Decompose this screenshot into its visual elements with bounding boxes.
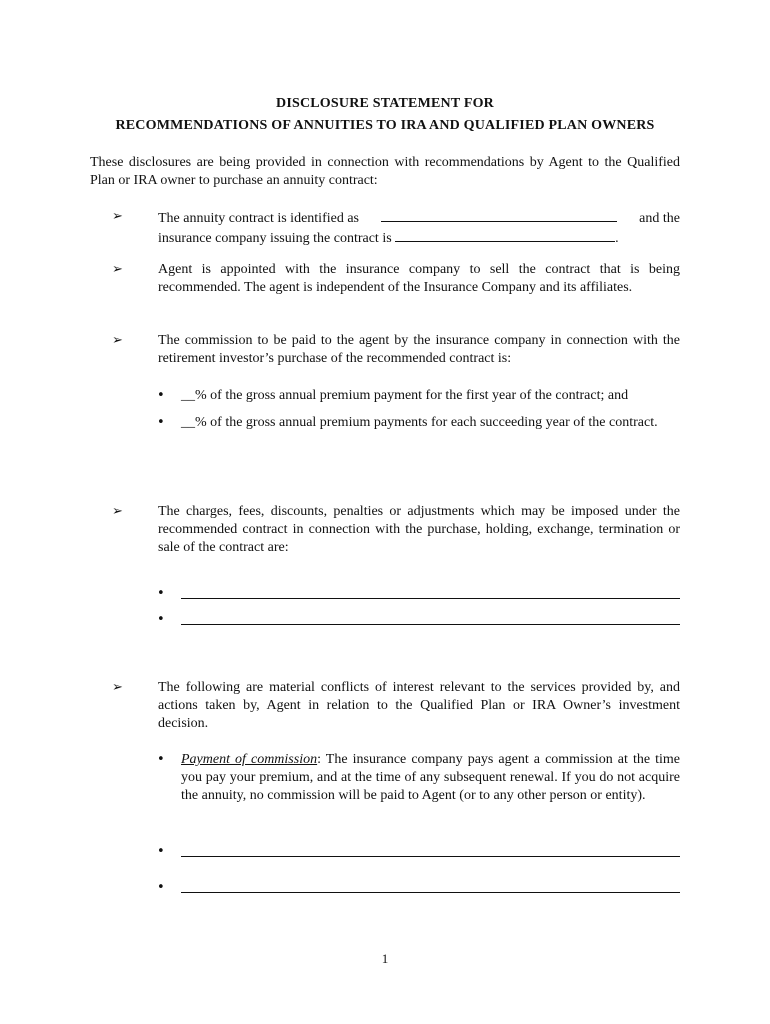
- item-conflicts: The following are material conflicts of interest relevant to the services provided by, and actions taken by, Agent in relation to the Qualified Plan or IRA Owner’s investment decision.: [158, 680, 680, 731]
- bullet-icon: •: [157, 880, 165, 895]
- page-number: 1: [381, 951, 389, 966]
- title-line-1: DISCLOSURE STATEMENT FOR: [276, 96, 494, 111]
- charges-blank-line-1[interactable]: [181, 598, 680, 599]
- commission-first-year: __% of the gross annual premium payment for the first year of the contract; and: [181, 388, 629, 403]
- item-agent-appointment: Agent is appointed with the insurance company to sell the contract that is being recommended. The agent is independent of the Insurance Company and its affiliates.: [158, 262, 680, 295]
- intro-paragraph: These disclosures are being provided in connection with recommendations by Agent to the Qualified Plan or IRA owner to purchase an annuity contract:: [90, 155, 680, 188]
- item-charges: The charges, fees, discounts, penalties or adjustments which may be imposed under the recommended contract in connection with the purchase, holding, exchange, termination or sale of the contract are:: [158, 504, 680, 555]
- item-contract-identification: [158, 208, 680, 248]
- conflicts-blank-line-2[interactable]: [181, 892, 680, 893]
- payment-of-commission-paragraph: [181, 751, 680, 805]
- payment-of-commission-label: Payment of commission: [181, 752, 318, 767]
- contract-text-part1: The annuity contract is identified as: [158, 211, 359, 226]
- bullet-icon: •: [157, 844, 165, 859]
- contract-text-and-the: and the: [639, 211, 680, 226]
- conflicts-blank-line-1[interactable]: [181, 856, 680, 857]
- arrow-bullet-icon: ➢: [112, 262, 123, 277]
- bullet-icon: •: [157, 586, 165, 601]
- title-line-2: RECOMMENDATIONS OF ANNUITIES TO IRA AND QUALIFIED PLAN OWNERS: [115, 118, 655, 133]
- insurance-company-blank[interactable]: [395, 228, 615, 242]
- arrow-bullet-icon: ➢: [112, 680, 123, 695]
- contract-text-end: .: [615, 231, 619, 246]
- arrow-bullet-icon: ➢: [112, 333, 123, 348]
- commission-succeeding-years: __% of the gross annual premium payments for each succeeding year of the contract.: [181, 415, 658, 430]
- arrow-bullet-icon: ➢: [112, 504, 123, 519]
- payment-of-commission-text: : The insurance company pays agent a commission at the time you pay your premium, and at the time of any subsequent renewal. If you do not acquire the annuity, no commission will be paid to Agent (or to any other person or entity).: [181, 752, 680, 803]
- arrow-bullet-icon: ➢: [112, 209, 123, 224]
- contract-text-part2: insurance company issuing the contract is: [158, 231, 392, 246]
- bullet-icon: •: [157, 612, 165, 627]
- bullet-icon: •: [157, 752, 165, 767]
- bullet-icon: •: [157, 415, 165, 430]
- bullet-icon: •: [157, 388, 165, 403]
- contract-name-blank[interactable]: [381, 208, 617, 222]
- charges-blank-line-2[interactable]: [181, 624, 680, 625]
- item-commission: The commission to be paid to the agent by the insurance company in connection with the retirement investor’s purchase of the recommended contract is:: [158, 333, 680, 366]
